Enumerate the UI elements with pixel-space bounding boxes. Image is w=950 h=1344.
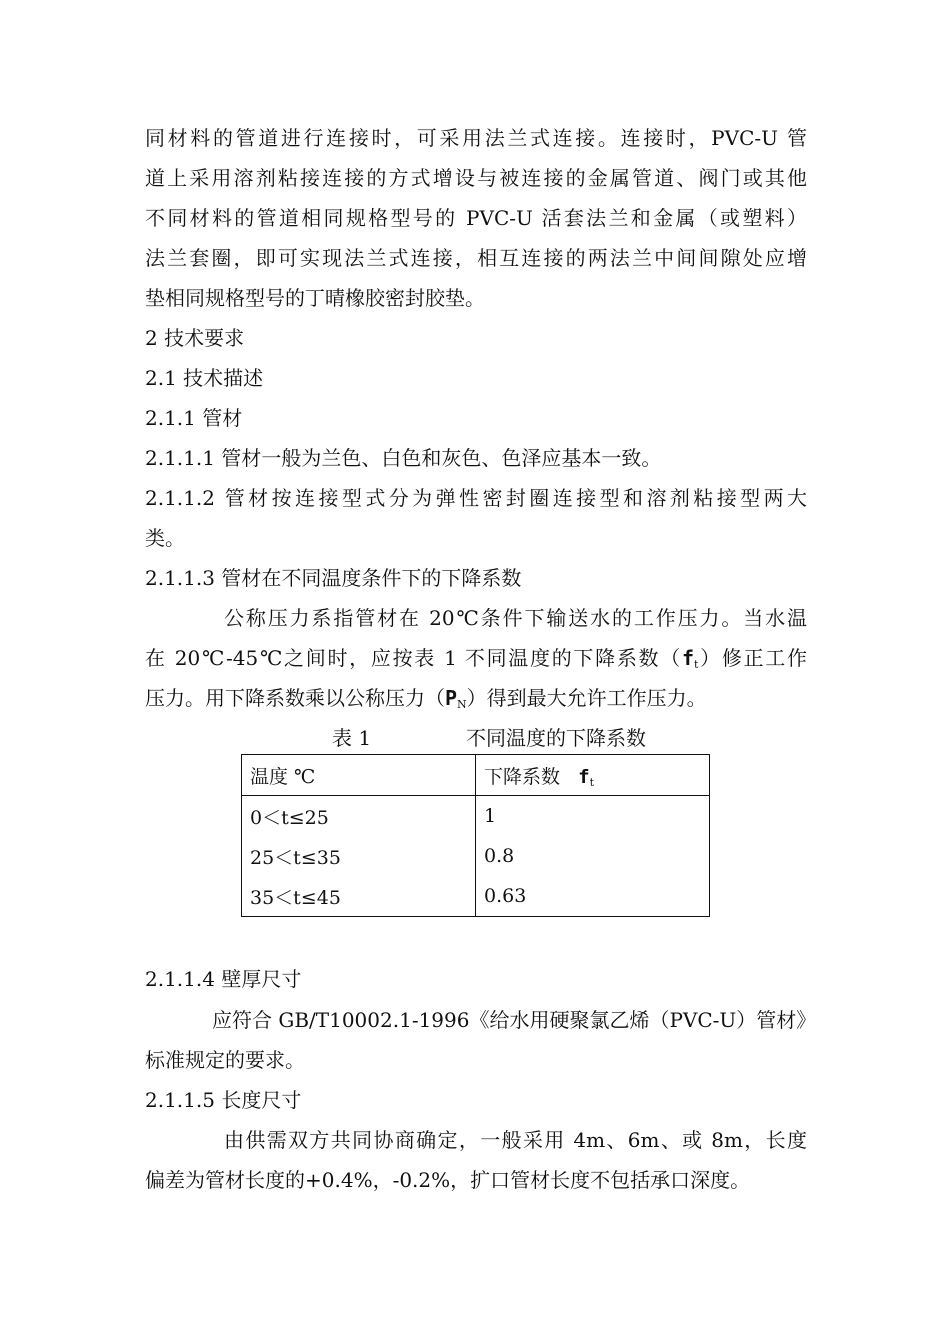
section-heading-2: 2 技术要求 <box>145 326 245 350</box>
header-coefficient-label: 下降系数 <box>484 765 561 788</box>
table-row <box>242 796 710 837</box>
pn-symbol: P <box>445 686 458 710</box>
clause-2-1-1-5: 2.1.1.5 长度尺寸 <box>145 1088 302 1112</box>
pressure-text: ）修正工作 <box>698 646 808 670</box>
clause-line: 类。 <box>145 526 185 550</box>
intro-line: 不同材料的管道相同规格型号的 PVC-U 活套法兰和金属（或塑料） <box>145 206 807 230</box>
clause-2-1-1-2 <box>145 478 807 558</box>
header-coefficient <box>476 755 710 796</box>
coef-cell: 0.8 <box>476 836 710 876</box>
coefficient-table <box>241 754 710 917</box>
pressure-text: 压力。用下降系数乘以公称压力（ <box>145 686 445 710</box>
ft-symbol: f <box>578 765 590 788</box>
table-caption-label: 表 1 <box>332 726 372 750</box>
clause-2-1-1-3: 2.1.1.3 管材在不同温度条件下的下降系数 <box>145 566 522 590</box>
ft-symbol: f <box>681 646 695 670</box>
clause-line: 2.1.1.2 管材按连接型式分为弹性密封圈连接型和溶剂粘接型两大 <box>145 486 807 510</box>
pressure-line-2 <box>145 644 807 672</box>
section-heading-2-1-1: 2.1.1 管材 <box>145 406 243 430</box>
intro-line: 垫相同规格型号的丁晴橡胶密封胶垫。 <box>145 286 485 310</box>
intro-line: 同材料的管道进行连接时，可采用法兰式连接。连接时，PVC-U 管 <box>145 126 807 150</box>
ft-subscript: t <box>589 775 595 789</box>
table-header-row <box>242 755 710 796</box>
header-temperature: 温度 ℃ <box>242 755 476 796</box>
clause-2-1-1-1: 2.1.1.1 管材一般为兰色、白色和灰色、色泽应基本一致。 <box>145 446 662 470</box>
table-caption-title: 不同温度的下降系数 <box>466 726 646 750</box>
intro-paragraph <box>145 118 807 318</box>
length-line-1: 由供需双方共同协商确定，一般采用 4m、6m、或 8m，长度 <box>224 1128 807 1152</box>
section-heading-2-1: 2.1 技术描述 <box>145 366 264 390</box>
pressure-line-3 <box>145 684 707 712</box>
wall-line-1: 应符合 GB/T10002.1-1996《给水用硬聚氯乙烯（PVC-U）管材》 <box>212 1008 817 1032</box>
temp-cell: 25＜t≤35 <box>242 836 476 876</box>
coef-cell: 1 <box>476 796 710 837</box>
wall-line-2: 标准规定的要求。 <box>145 1048 305 1072</box>
temp-cell: 0＜t≤25 <box>242 796 476 837</box>
pn-subscript: N <box>457 698 467 711</box>
table-row <box>242 836 710 876</box>
pressure-text: ）得到最大允许工作压力。 <box>466 686 707 710</box>
length-line-2: 偏差为管材长度的+0.4%，-0.2%，扩口管材长度不包括承口深度。 <box>145 1168 751 1192</box>
pressure-text: 在 20℃-45℃之间时，应按表 1 不同温度的下降系数（ <box>145 646 682 670</box>
clause-2-1-1-4: 2.1.1.4 壁厚尺寸 <box>145 967 302 991</box>
intro-line: 法兰套圈，即可实现法兰式连接，相互连接的两法兰中间间隙处应增 <box>145 246 807 270</box>
pressure-line-1: 公称压力系指管材在 20℃条件下输送水的工作压力。当水温 <box>224 606 807 630</box>
intro-line: 道上采用溶剂粘接连接的方式增设与被连接的金属管道、阀门或其他 <box>145 166 807 190</box>
ft-subscript: t <box>694 658 699 671</box>
table-row <box>242 876 710 917</box>
temp-cell: 35＜t≤45 <box>242 876 476 917</box>
coef-cell: 0.63 <box>476 876 710 917</box>
